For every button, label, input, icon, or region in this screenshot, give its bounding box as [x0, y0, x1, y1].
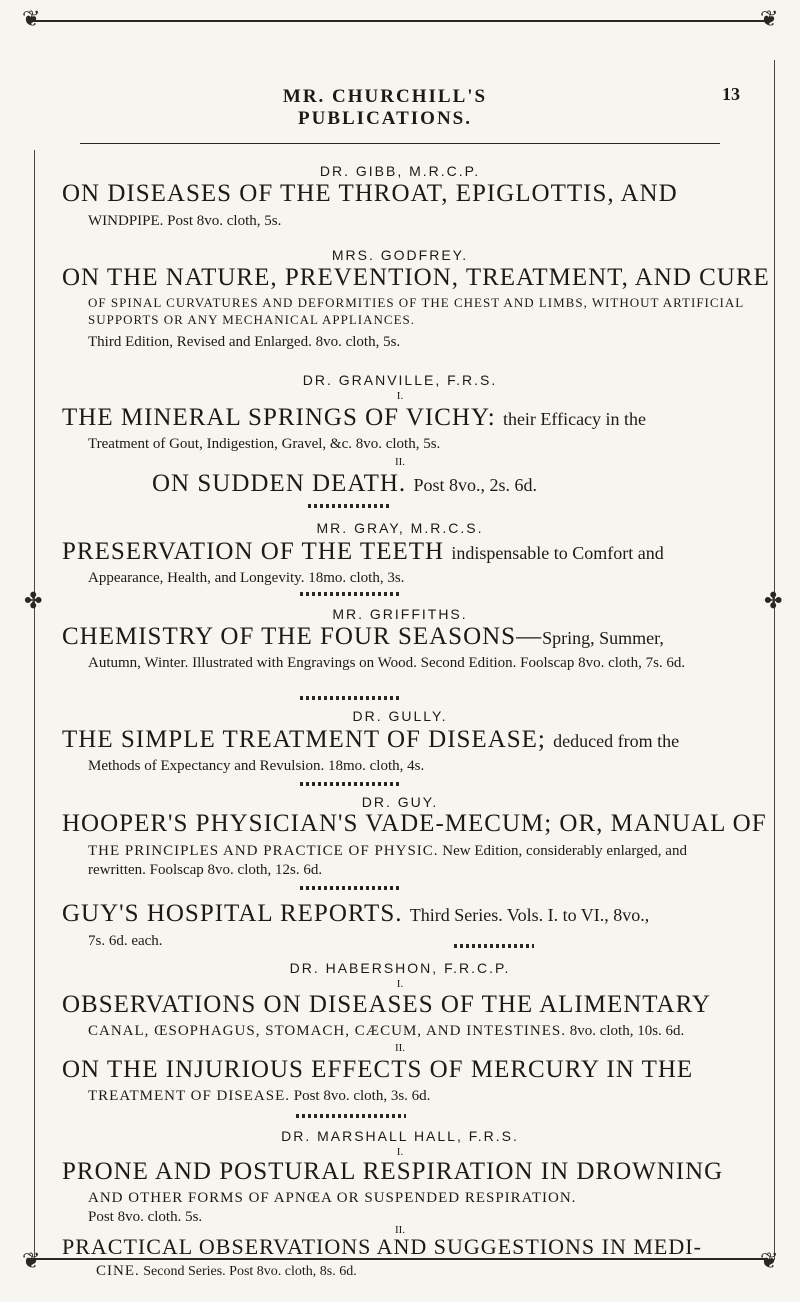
author-name: MR. GRAY, M.R.C.S.: [316, 520, 484, 536]
top-border: [28, 20, 768, 22]
book-title: THE MINERAL SPRINGS OF VICHY: their Efficacy in the: [62, 404, 647, 431]
book-title: ON SUDDEN DEATH. Post 8vo., 2s. 6d.: [152, 470, 537, 497]
header-rule: [80, 143, 720, 144]
divider: [300, 782, 400, 786]
corner-ornament-icon: ❦: [22, 1248, 41, 1273]
book-title: PRONE AND POSTURAL RESPIRATION IN DROWNING: [62, 1158, 724, 1185]
item-number: II.: [394, 1224, 406, 1236]
book-title: CHEMISTRY OF THE FOUR SEASONS—Spring, Summer,: [62, 623, 664, 650]
book-details: Methods of Expectancy and Revulsion. 18mo. cloth, 4s.: [88, 758, 425, 774]
divider: [300, 696, 400, 700]
book-details: THE PRINCIPLES AND PRACTICE OF PHYSIC. New Edition, considerably enlarged, and rewritten. Foolscap 8vo. cloth, 12s. 6d.: [88, 843, 687, 879]
divider: [296, 1114, 406, 1118]
item-number: II.: [394, 1042, 406, 1054]
author-name: MR. GRIFFITHS.: [332, 606, 468, 622]
divider: [308, 504, 392, 508]
book-details: CINE. Second Series. Post 8vo. cloth, 8s. 6d.: [96, 1263, 357, 1279]
running-header: MR. CHURCHILL'S PUBLICATIONS.: [282, 86, 488, 129]
book-details: Post 8vo. cloth. 5s.: [88, 1209, 203, 1225]
corner-ornament-icon: ❦: [760, 6, 779, 31]
author-name: MRS. GODFREY.: [331, 247, 469, 263]
item-number: II.: [394, 456, 406, 468]
author-name: DR. GRANVILLE, F.R.S.: [302, 372, 498, 388]
divider: [300, 886, 400, 890]
author-name: DR. HABERSHON, F.R.C.P.: [289, 960, 511, 976]
book-details: TREATMENT OF DISEASE. Post 8vo. cloth, 3s. 6d.: [88, 1088, 431, 1104]
page-number: 13: [722, 84, 740, 104]
divider: [454, 944, 534, 948]
divider: [300, 592, 400, 596]
book-details: Third Edition, Revised and Enlarged. 8vo. cloth, 5s.: [88, 334, 401, 350]
book-details: Autumn, Winter. Illustrated with Engravings on Wood. Second Edition. Foolscap 8vo. cloth, 7s. 6d.: [88, 655, 686, 671]
author-name: DR. MARSHALL HALL, F.R.S.: [281, 1128, 519, 1144]
book-subtitle: AND OTHER FORMS OF APNŒA OR SUSPENDED RESPIRATION.: [88, 1190, 577, 1206]
book-details: Treatment of Gout, Indigestion, Gravel, &c. 8vo. cloth, 5s.: [88, 436, 441, 452]
corner-ornament-icon: ❦: [760, 1248, 779, 1273]
book-title: PRESERVATION OF THE TEETH indispensable to Comfort and: [62, 538, 664, 565]
book-details: CANAL, ŒSOPHAGUS, STOMACH, CÆCUM, AND INTESTINES. 8vo. cloth, 10s. 6d.: [88, 1023, 685, 1039]
book-title: ON THE INJURIOUS EFFECTS OF MERCURY IN THE: [62, 1056, 694, 1083]
side-ornament-icon: ✤: [764, 588, 783, 613]
item-number: I.: [396, 390, 404, 402]
corner-ornament-icon: ❦: [22, 6, 41, 31]
book-title: HOOPER'S PHYSICIAN'S VADE-MECUM; OR, MANUAL OF: [62, 810, 767, 837]
book-title: ON DISEASES OF THE THROAT, EPIGLOTTIS, AND: [62, 180, 678, 207]
side-ornament-icon: ✤: [24, 588, 43, 613]
item-number: I.: [396, 978, 404, 990]
book-title: OBSERVATIONS ON DISEASES OF THE ALIMENTARY: [62, 991, 711, 1018]
book-subtitle: OF SPINAL CURVATURES AND DEFORMITIES OF THE CHEST AND LIMBS, WITHOUT ARTIFICIAL SUPPORTS OR ANY MECHANICAL APPLIANCES.: [88, 295, 744, 327]
book-details: WINDPIPE. Post 8vo. cloth, 5s.: [88, 213, 282, 229]
item-number: I.: [396, 1146, 404, 1158]
author-name: DR. GUY.: [361, 794, 439, 810]
book-details: Appearance, Health, and Longevity. 18mo. cloth, 3s.: [88, 570, 405, 586]
author-name: DR. GIBB, M.R.C.P.: [319, 163, 481, 179]
book-title: THE SIMPLE TREATMENT OF DISEASE; deduced from the: [62, 726, 680, 753]
author-name: DR. GULLY.: [352, 708, 448, 724]
right-border: [774, 60, 775, 1260]
book-details: 7s. 6d. each.: [88, 933, 163, 949]
book-title: GUY'S HOSPITAL REPORTS. Third Series. Vols. I. to VI., 8vo.,: [62, 900, 650, 927]
book-title: ON THE NATURE, PREVENTION, TREATMENT, AND CURE: [62, 264, 770, 291]
book-title: PRACTICAL OBSERVATIONS AND SUGGESTIONS IN MEDI-: [62, 1234, 702, 1259]
left-border: [34, 150, 35, 1260]
